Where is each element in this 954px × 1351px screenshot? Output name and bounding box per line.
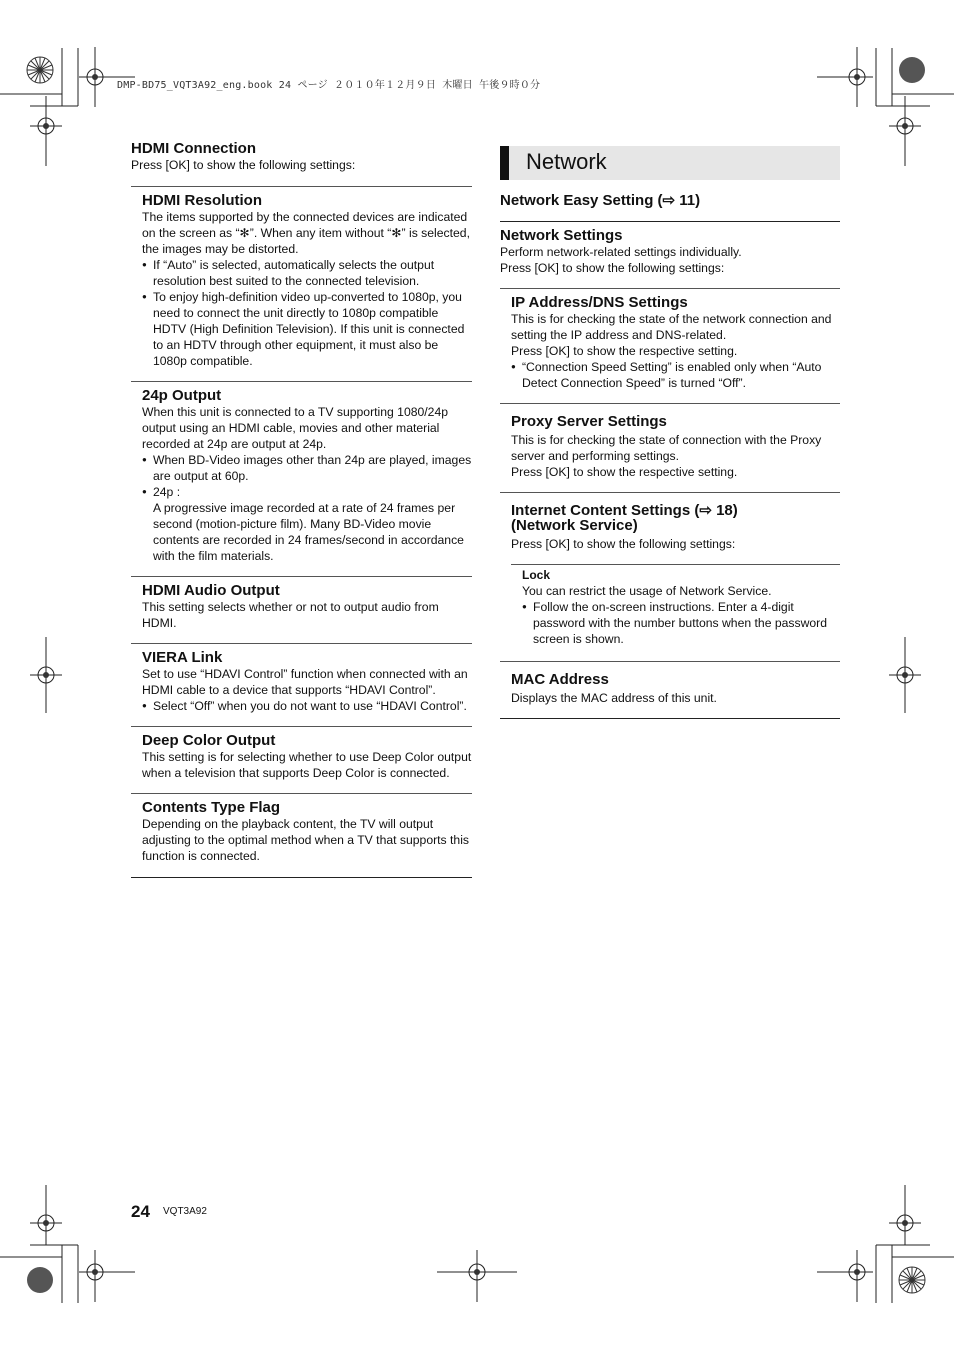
lock-title: Lock xyxy=(522,568,551,582)
list-item: ● Select “Off” when you do not want to use “HDAVI Control”. xyxy=(142,698,472,714)
lock-section xyxy=(511,564,840,647)
output-24p-note: A progressive image recorded at a rate of 24 frames per second (motion-picture film). Many BD-Video movie contents are recorded in 24 frames/second in accordance with the film materials. xyxy=(153,501,464,563)
hdmi-audio-section xyxy=(131,576,472,631)
internet-content-subtitle: (Network Service) xyxy=(511,517,638,534)
output-24p-desc: When this unit is connected to a TV supporting 1080/24p output using an HDMI cable, movies and other material recorded at 24p are output at 24p. xyxy=(142,405,449,451)
ip-dns-desc: This is for checking the state of the network connection and setting the IP address and DNS-related. xyxy=(511,312,832,342)
deep-color-desc: This setting is for selecting whether to use Deep Color output when a television that supports Deep Color is connected. xyxy=(142,750,472,780)
network-settings-desc: Perform network-related settings individually. xyxy=(500,245,742,259)
viera-link-desc: Set to use “HDAVI Control” function when connected with an HDMI cable to a device that supports “HDAVI Control”. xyxy=(142,667,468,697)
hdmi-resolution-desc: The items supported by the connected devices are indicated on the screen as “✻”. When any item without “✻” is selected, the images may be distorted. xyxy=(142,210,470,256)
hdmi-resolution-title: HDMI Resolution xyxy=(142,192,262,209)
left-column xyxy=(131,140,472,878)
right-column xyxy=(500,146,840,719)
mac-desc: Displays the MAC address of this unit. xyxy=(511,691,717,705)
network-easy-setting-title: Network Easy Setting (⇨ 11) xyxy=(500,192,701,209)
deep-color-title: Deep Color Output xyxy=(142,732,276,749)
list-item: ● When BD-Video images other than 24p are played, images are output at 60p. xyxy=(142,452,472,484)
internet-content-section xyxy=(500,492,840,647)
hdmi-connection-title: HDMI Connection xyxy=(131,140,256,157)
proxy-desc: Press [OK] to show the respective setting. xyxy=(511,465,738,479)
hdmi-connection-desc: Press [OK] to show the following settings: xyxy=(131,158,356,172)
ip-dns-desc: Press [OK] to show the respective setting. xyxy=(511,344,738,358)
hdmi-audio-title: HDMI Audio Output xyxy=(142,582,280,599)
contents-type-section xyxy=(131,793,472,864)
output-24p-section xyxy=(131,381,472,564)
lock-desc: You can restrict the usage of Network Service. xyxy=(522,584,772,598)
network-settings-title: Network Settings xyxy=(500,227,623,244)
viera-link-section xyxy=(131,643,472,714)
internet-content-desc: Press [OK] to show the following settings: xyxy=(511,537,736,551)
viera-link-title: VIERA Link xyxy=(142,649,223,666)
proxy-title: Proxy Server Settings xyxy=(511,413,667,430)
internet-content-title: Internet Content Settings (⇨ 18) xyxy=(511,502,738,519)
mac-section xyxy=(500,661,840,706)
ip-dns-title: IP Address/DNS Settings xyxy=(511,294,688,311)
deep-color-section xyxy=(131,726,472,781)
list-item: ● 24p : xyxy=(142,484,472,500)
list-item: ● Follow the on-screen instructions. Enter a 4-digit password with the number buttons when the password screen is shown. xyxy=(522,599,840,647)
section-title: Network xyxy=(526,149,607,174)
list-item: ● To enjoy high-definition video up-converted to 1080p, you need to connect the unit directly to 1080p compatible HDTV (High Definition Television). If this unit is connected to an HDTV through other equipment, it must also be 1080p compatible. xyxy=(142,289,472,369)
doc-code: VQT3A92 xyxy=(163,1206,207,1217)
page-number: 24 xyxy=(131,1202,150,1221)
proxy-section xyxy=(500,403,840,480)
network-settings-desc: Press [OK] to show the following settings: xyxy=(500,261,725,275)
list-item: ● If “Auto” is selected, automatically selects the output resolution best suited to the connected television. xyxy=(142,257,472,289)
output-24p-title: 24p Output xyxy=(142,387,222,404)
contents-type-title: Contents Type Flag xyxy=(142,799,281,816)
list-item: ● “Connection Speed Setting” is enabled only when “Auto Detect Connection Speed” is turned “Off”. xyxy=(511,359,840,391)
ip-dns-section xyxy=(500,288,840,391)
print-info: DMP-BD75_VQT3A92_eng.book 24 ページ ２０１０年１２月９日 木曜日 午後９時０分 xyxy=(117,80,541,91)
mac-title: MAC Address xyxy=(511,671,609,688)
contents-type-desc: Depending on the playback content, the TV will output adjusting to the optimal method when a TV that supports this function is connected. xyxy=(142,817,469,863)
hdmi-audio-desc: This setting selects whether or not to output audio from HDMI. xyxy=(142,600,439,630)
proxy-desc: This is for checking the state of connection with the Proxy server and performing settings. xyxy=(511,433,822,463)
hdmi-resolution-section xyxy=(131,186,472,369)
section-banner xyxy=(500,146,840,180)
